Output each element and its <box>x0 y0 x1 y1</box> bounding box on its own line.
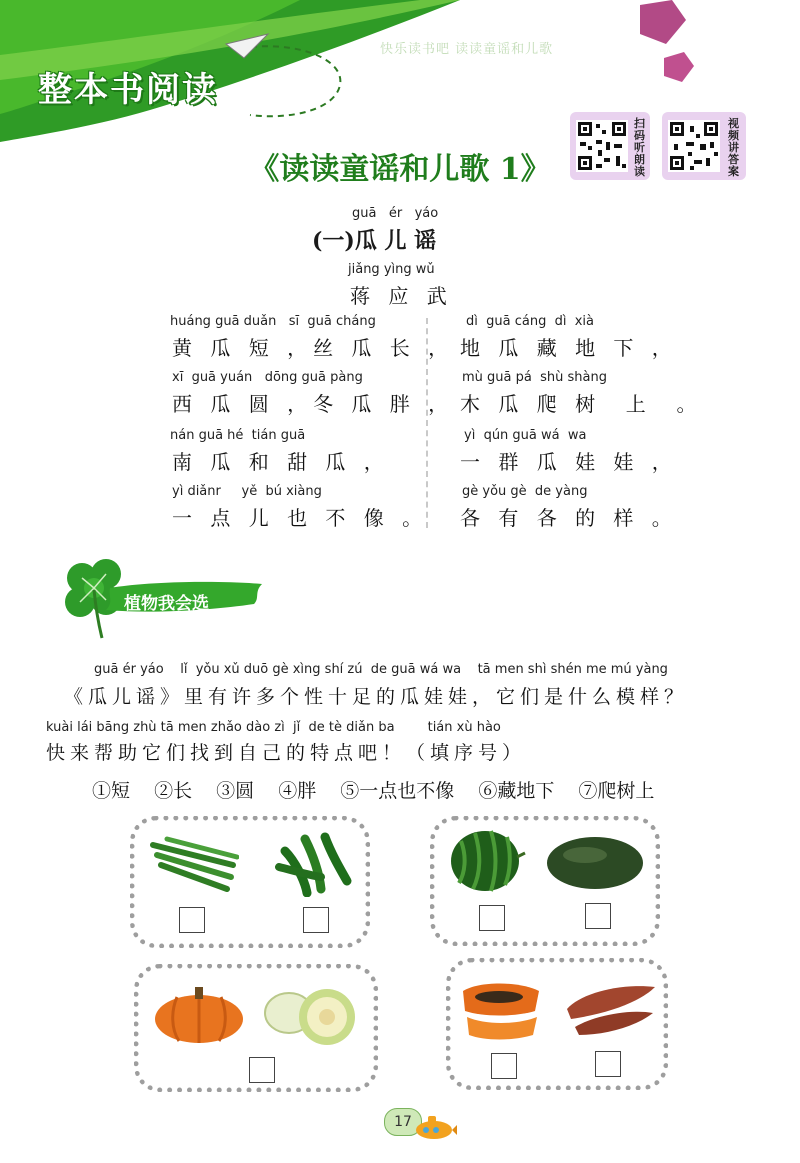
poem-right-pinyin-3: yì qún guā wá wa <box>464 428 587 443</box>
poem-right-line-4: 各 有 各 的 样 。 <box>460 506 678 530</box>
poem-right-pinyin-2: mù guā pá shù shàng <box>462 370 607 385</box>
sweet-potato-image <box>561 975 661 1039</box>
answer-box[interactable] <box>249 1057 275 1083</box>
poem-left-line-3: 南 瓜 和 甜 瓜 ， <box>172 450 390 474</box>
question-line-2: 快来帮助它们找到自己的特点吧！（填序号） <box>46 742 527 764</box>
sweet-melon-image <box>261 979 359 1049</box>
poem-left-line-4: 一 点 儿 也 不 像 。 <box>172 506 429 530</box>
option-1: ①短 <box>92 780 131 802</box>
poem-title-pinyin: guā ér yáo <box>352 206 439 221</box>
answer-box[interactable] <box>479 905 505 931</box>
option-5: ⑤一点也不像 <box>340 780 455 802</box>
poem-left-pinyin-2: xī guā yuán dōng guā pàng <box>172 370 363 385</box>
answer-box[interactable] <box>595 1051 621 1077</box>
submarine-icon <box>412 1112 458 1142</box>
cucumber-image <box>275 831 355 897</box>
author-name: 蒋 应 武 <box>350 284 453 308</box>
poem-left-line-2: 西 瓜 圆 ，冬 瓜 胖 ， <box>172 392 455 416</box>
question-line-1: 《瓜儿谣》里有许多个性十足的瓜娃娃，它们是什么模样？ <box>64 686 689 708</box>
qr-label-listen: 扫码听朗读 <box>634 117 645 178</box>
answer-box[interactable] <box>491 1053 517 1079</box>
qr-label-video: 视频讲答案 <box>728 117 739 178</box>
column-divider <box>426 318 428 528</box>
poem-right-pinyin-1: dì guā cáng dì xià <box>466 314 594 329</box>
option-7: ⑦爬树上 <box>578 780 655 802</box>
poem-right-line-2: 木 瓜 爬 树 上 。 <box>460 392 703 416</box>
loofah-image <box>149 835 239 895</box>
picture-frame-3 <box>134 964 378 1092</box>
book-title: 《读读童谣和儿歌 1》 <box>249 152 551 187</box>
answer-box[interactable] <box>303 907 329 933</box>
pumpkin-image <box>151 981 247 1045</box>
page-number: 17 <box>384 1108 422 1136</box>
watermelon-image <box>447 827 527 893</box>
winter-melon-image <box>545 831 645 893</box>
poem-left-pinyin-3: nán guā hé tián guā <box>170 428 306 443</box>
option-4: ④胖 <box>278 780 317 802</box>
option-3: ③圆 <box>216 780 255 802</box>
option-2: ②长 <box>154 780 193 802</box>
papaya-image <box>459 977 543 1041</box>
answer-box[interactable] <box>585 903 611 929</box>
options-list <box>92 776 672 803</box>
author-pinyin: jiǎng yìng wǔ <box>348 262 435 277</box>
poem-left-line-1: 黄 瓜 短 ，丝 瓜 长 ， <box>172 336 455 360</box>
poem-title: (一)瓜 儿 谣 <box>312 228 437 254</box>
answer-box[interactable] <box>179 907 205 933</box>
faint-heading: 快乐读书吧 读读童谣和儿歌 <box>380 42 554 57</box>
section-label: 植物我会选 <box>124 594 209 614</box>
question-pinyin-2: kuài lái bāng zhù tā men zhǎo dào zì jǐ de tè diǎn ba tián xù hào <box>46 720 501 735</box>
poem-left-pinyin-1: huáng guā duǎn sī guā cháng <box>170 314 376 329</box>
question-pinyin-1: guā ér yáo lǐ yǒu xǔ duō gè xìng shí zú de guā wá wa tā men shì shén me mú yàng <box>94 662 668 677</box>
picture-frame-1 <box>130 816 370 948</box>
poem-right-pinyin-4: gè yǒu gè de yàng <box>462 484 588 499</box>
poem-right-line-3: 一 群 瓜 娃 娃 ， <box>460 450 678 474</box>
option-6: ⑥藏地下 <box>478 780 555 802</box>
poem-right-line-1: 地 瓜 藏 地 下 ， <box>460 336 678 360</box>
poem-left-pinyin-4: yì diǎnr yě bú xiàng <box>172 484 322 499</box>
picture-frame-2 <box>430 816 660 946</box>
section-title: 整本书阅读 <box>38 70 218 110</box>
picture-frame-4 <box>446 958 668 1090</box>
